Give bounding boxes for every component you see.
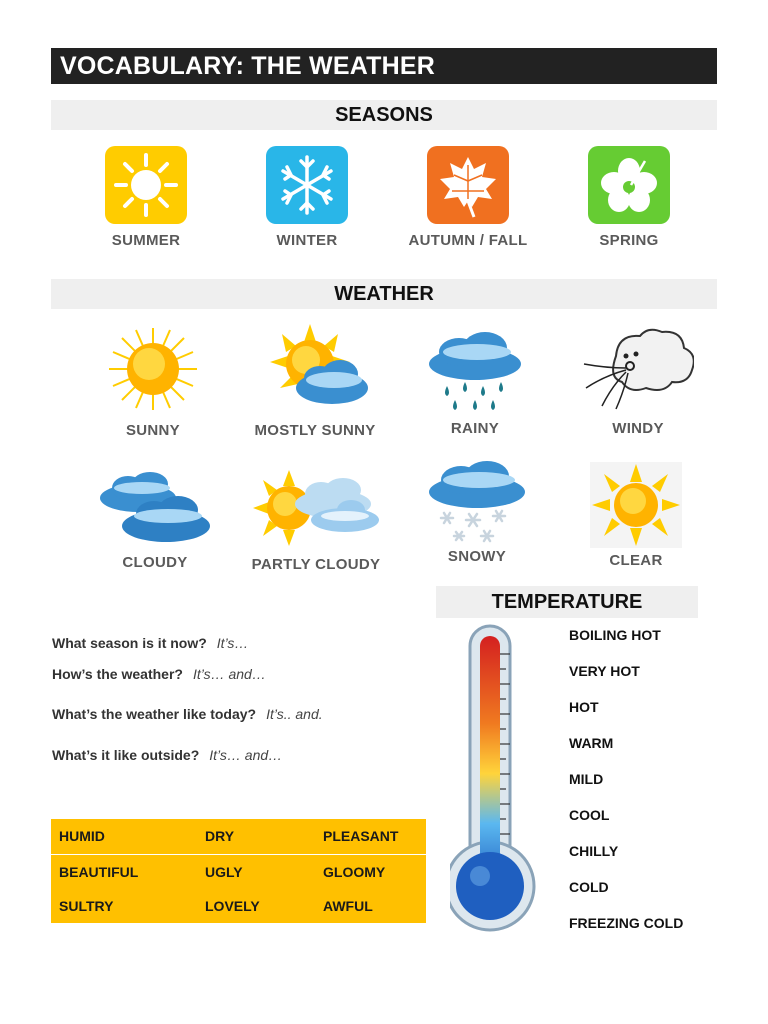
answer-text: It’s.. and.	[266, 706, 323, 722]
season-autumn	[398, 145, 538, 249]
weather-heading: WEATHER	[51, 279, 717, 309]
table-row	[51, 889, 426, 923]
thermometer-icon	[450, 624, 550, 936]
weather-label: SNOWY	[447, 548, 507, 565]
cloudy-icon	[98, 470, 212, 546]
table-cell: DRY	[205, 828, 235, 844]
table-row	[51, 854, 426, 888]
mostly-sunny-icon	[260, 322, 370, 414]
question-text: How’s the weather?	[52, 666, 183, 682]
windy-icon	[582, 326, 694, 414]
snowy-icon	[425, 460, 529, 546]
sun-icon	[104, 145, 188, 225]
weather-windy	[582, 326, 694, 437]
temp-level: FREEZING COLD	[569, 915, 684, 931]
weather-clear	[588, 462, 684, 569]
flower-icon	[587, 145, 671, 225]
weather-snowy	[425, 460, 529, 565]
table-cell: AWFUL	[323, 898, 373, 914]
temperature-heading: TEMPERATURE	[436, 586, 698, 618]
temp-level: BOILING HOT	[569, 627, 661, 643]
temp-level: CHILLY	[569, 843, 619, 859]
weather-label: CLEAR	[609, 552, 663, 569]
question-text: What’s the weather like today?	[52, 706, 257, 722]
season-summer	[96, 145, 196, 249]
weather-sunny	[98, 324, 208, 439]
table-cell: LOVELY	[205, 898, 260, 914]
temp-level: HOT	[569, 699, 599, 715]
question-line	[52, 666, 266, 682]
seasons-heading: SEASONS	[51, 100, 717, 130]
question-text: What’s it like outside?	[52, 747, 200, 763]
table-cell: GLOOMY	[323, 864, 386, 880]
adjectives-table	[51, 819, 426, 923]
weather-label: RAINY	[450, 420, 500, 437]
table-cell: BEAUTIFUL	[59, 864, 139, 880]
temp-level: COOL	[569, 807, 610, 823]
answer-text: It’s…	[216, 635, 249, 651]
table-cell: PLEASANT	[323, 828, 399, 844]
table-cell: HUMID	[59, 828, 105, 844]
season-spring	[579, 145, 679, 249]
weather-mostly-sunny	[250, 322, 380, 439]
question-line	[52, 747, 282, 763]
weather-cloudy	[98, 470, 212, 571]
answer-text: It’s… and…	[209, 747, 283, 763]
sunny-icon	[103, 324, 203, 414]
weather-label: PARTLY CLOUDY	[251, 556, 381, 573]
season-winter	[257, 145, 357, 249]
snowflake-icon	[265, 145, 349, 225]
question-text: What season is it now?	[52, 635, 207, 651]
weather-label: CLOUDY	[122, 554, 188, 571]
weather-label: WINDY	[612, 420, 664, 437]
weather-rainy	[425, 330, 525, 437]
temp-level: WARM	[569, 735, 614, 751]
rainy-icon	[425, 330, 525, 414]
page-title: VOCABULARY: THE WEATHER	[51, 48, 717, 84]
answer-text: It’s… and…	[192, 666, 266, 682]
table-cell: SULTRY	[59, 898, 114, 914]
weather-partly-cloudy	[250, 468, 382, 573]
partly-cloudy-icon	[251, 468, 381, 546]
season-label: AUTUMN / FALL	[408, 232, 528, 249]
table-row	[51, 819, 426, 853]
table-cell: UGLY	[205, 864, 243, 880]
weather-label: SUNNY	[125, 422, 180, 439]
question-line	[52, 635, 248, 651]
question-line	[52, 706, 323, 722]
temp-level: COLD	[569, 879, 609, 895]
clear-icon	[590, 462, 682, 548]
weather-label: MOSTLY SUNNY	[254, 422, 376, 439]
temp-level: VERY HOT	[569, 663, 640, 679]
leaf-icon	[426, 145, 510, 225]
season-label: SUMMER	[111, 232, 181, 249]
season-label: WINTER	[276, 232, 338, 249]
temp-level: MILD	[569, 771, 604, 787]
season-label: SPRING	[599, 232, 659, 249]
